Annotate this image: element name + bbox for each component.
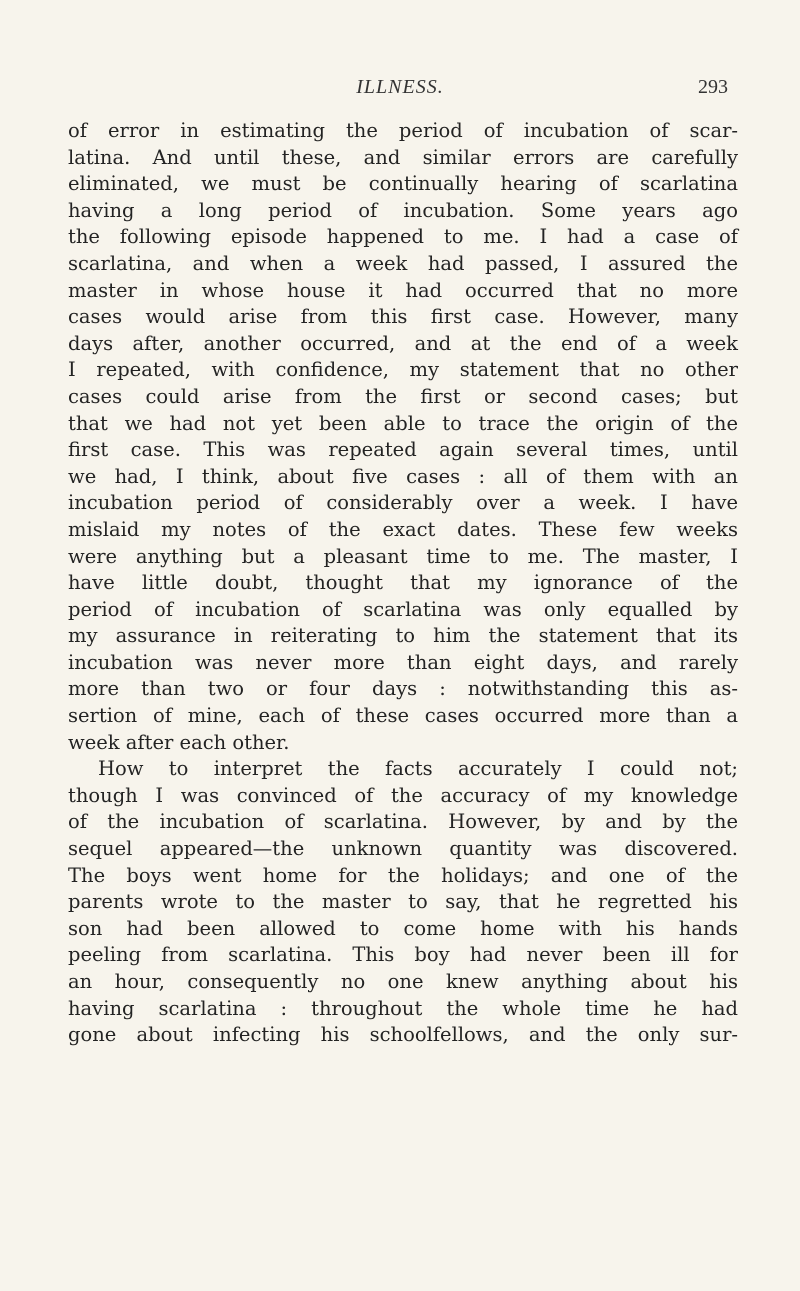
text-line: son had been allowed to come home with his hands (68, 916, 738, 940)
text-line: parents wrote to the master to say, that he regretted his (68, 890, 738, 914)
text-line: of the incubation of scarlatina. However, by and by the (68, 810, 738, 834)
running-title: ILLNESS. (356, 76, 444, 98)
text-line: first case. This was repeated again several times, until (68, 438, 738, 462)
text-line: of error in estimating the period of incubation of scar- (68, 119, 738, 142)
text-line: scarlatina, and when a week had passed, I assured the (68, 251, 738, 275)
text-line: days after, another occurred, and at the end of a week (68, 331, 738, 355)
text-line: eliminated, we must be continually hearing of scarlatina (68, 172, 738, 196)
text-line: peeling from scarlatina. This boy had never been ill for (68, 943, 738, 967)
text-line: were anything but a pleasant time to me. The master, I (68, 544, 738, 568)
text-line: week after each other. (68, 730, 290, 754)
text-line: How to interpret the facts accurately I could not; (98, 757, 738, 781)
text-line: master in whose house it had occurred that no more (68, 278, 738, 302)
text-line: mislaid my notes of the exact dates. These few weeks (68, 517, 738, 541)
text-line: sequel appeared—the unknown quantity was discovered. (68, 837, 738, 861)
page-number: 293 (698, 76, 728, 98)
text-line: latina. And until these, and similar errors are carefully (68, 145, 738, 169)
text-line: we had, I think, about five cases : all of them with an (68, 464, 738, 488)
text-line: the following episode happened to me. I had a case of (68, 225, 738, 249)
body-text (68, 118, 738, 1049)
text-line: incubation period of considerably over a week. I have (68, 491, 738, 515)
text-line: my assurance in reiterating to him the statement that its (68, 624, 738, 648)
text-line: have little doubt, thought that my ignorance of the (68, 571, 738, 595)
text-line: having scarlatina : throughout the whole time he had (68, 996, 738, 1020)
text-line: incubation was never more than eight days, and rarely (68, 650, 738, 674)
text-line: cases would arise from this first case. However, many (68, 305, 738, 329)
text-line: having a long period of incubation. Some years ago (68, 198, 738, 222)
text-line: that we had not yet been able to trace the origin of the (68, 411, 738, 435)
text-line: I repeated, with confidence, my statement that no other (68, 358, 738, 382)
text-line: cases could arise from the first or second cases; but (68, 384, 738, 408)
text-line: sertion of mine, each of these cases occurred more than a (68, 704, 738, 728)
page-header (0, 76, 800, 104)
text-line: period of incubation of scarlatina was only equalled by (68, 597, 738, 621)
text-line: more than two or four days : notwithstanding this as- (68, 677, 738, 701)
text-line: an hour, consequently no one knew anything about his (68, 970, 738, 993)
text-line: gone about infecting his schoolfellows, and the only sur- (68, 1023, 738, 1047)
text-line: The boys went home for the holidays; and one of the (68, 863, 738, 887)
text-line: though I was convinced of the accuracy of my knowledge (68, 783, 738, 807)
